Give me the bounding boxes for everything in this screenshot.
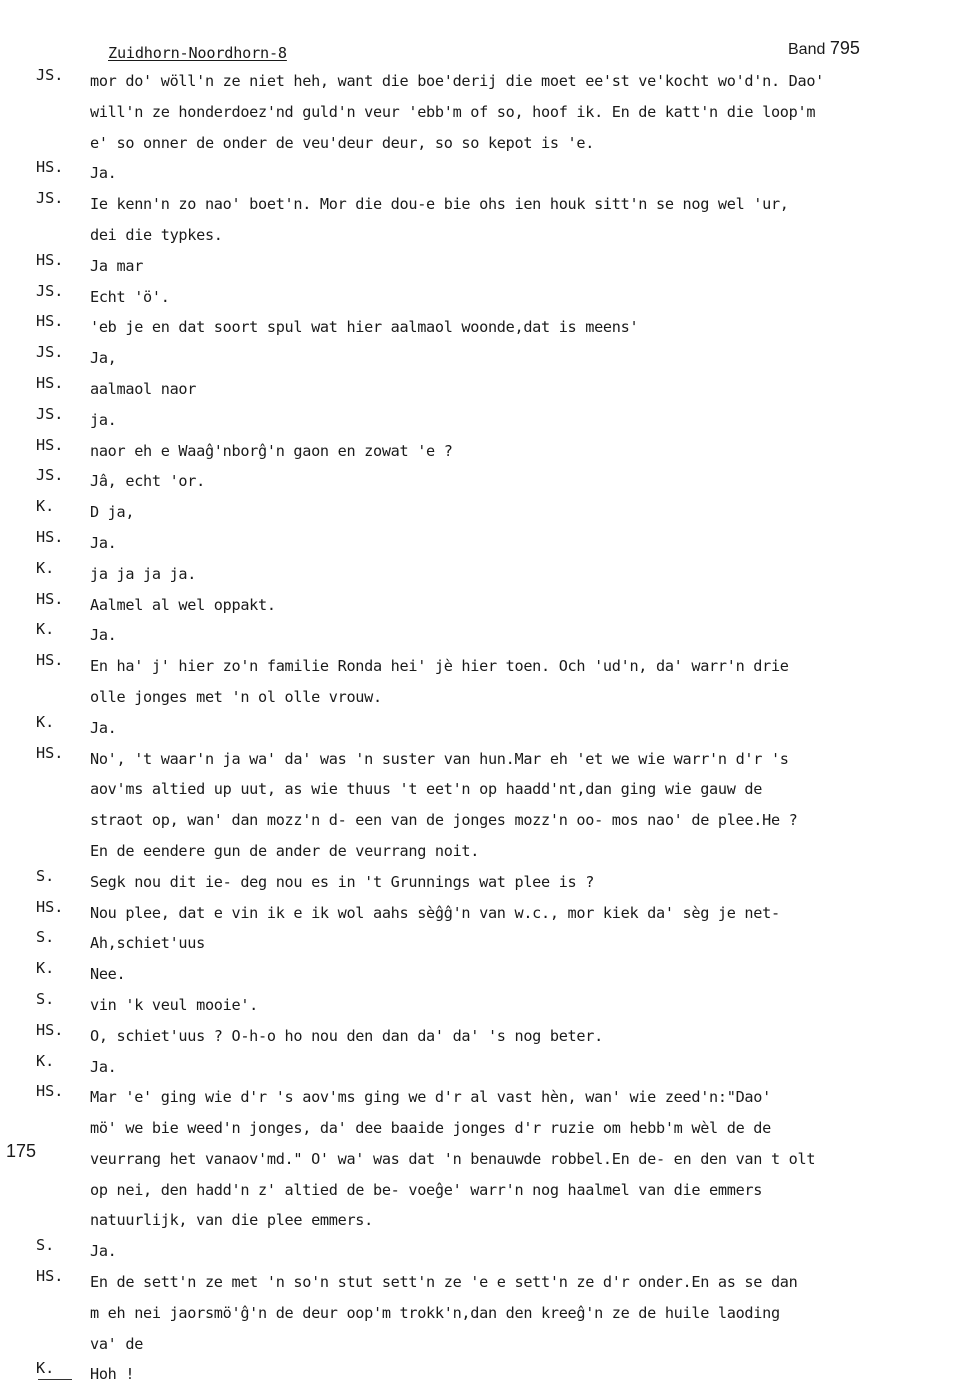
speaker-label: HS.: [36, 250, 64, 269]
transcript-turn: [0, 1021, 973, 1052]
utterance-line: Ja.: [90, 626, 117, 645]
utterance-line: Segk nou dit ie- deg nou es in 't Grunnings wat plee is ?: [90, 872, 595, 891]
utterance-line: Mar 'e' ging wie d'r 's aov'ms ging we d'r al vast hèn, wan' wie zeed'n:"Dao': [90, 1088, 771, 1107]
transcript-turn: [0, 251, 973, 282]
transcript-turn: [0, 282, 973, 313]
transcript-turn: [0, 1359, 973, 1390]
utterance-line: Echt 'ö'.: [90, 287, 170, 306]
utterance-line: straot op, wan' dan mozz'n d- een van de jonges mozz'n oo- mos nao' de plee.He ?: [90, 811, 798, 830]
transcript-turn: [0, 528, 973, 559]
transcript-turn: [0, 744, 973, 867]
utterance-line: veurrang het vanaov'md." O' wa' was dat 'n benauwde robbel.En de- en den van t olt: [90, 1149, 816, 1168]
transcript-turn: [0, 1052, 973, 1083]
utterance-line: En de eendere gun de ander de veurrang noit.: [90, 841, 480, 860]
utterance-line: natuurlijk, van die plee emmers.: [90, 1211, 373, 1230]
transcript-turn: [0, 959, 973, 990]
transcript-turn: [0, 405, 973, 436]
utterance-line: Ja.: [90, 1242, 117, 1261]
utterance-line: op nei, den hadd'n z' altied de be- voeĝe' warr'n nog haalmel van die emmers: [90, 1180, 763, 1199]
utterance-line: vin 'k veul mooie'.: [90, 995, 259, 1014]
speaker-label: S.: [36, 928, 55, 947]
utterance-line: En de sett'n ze met 'n so'n stut sett'n ze 'e e sett'n ze d'r onder.En as se dan: [90, 1273, 798, 1292]
transcript-turn: [0, 867, 973, 898]
transcript-turn: [0, 559, 973, 590]
utterance-line: Nee.: [90, 965, 126, 984]
speaker-label: JS.: [36, 466, 64, 485]
transcript-turn: [0, 651, 973, 713]
utterance-line: Ja.: [90, 533, 117, 552]
speaker-label: HS.: [36, 897, 64, 916]
transcript-turn: [0, 1082, 973, 1236]
speaker-label: K.: [36, 959, 55, 978]
utterance-line: ja ja ja ja.: [90, 564, 197, 583]
speaker-label: HS.: [36, 1020, 64, 1039]
utterance-line: Ie kenn'n zo nao' boet'n. Mor die dou-e bie ohs ien houk sitt'n se nog wel 'ur,: [90, 195, 789, 214]
band-label-text: Band: [788, 41, 826, 58]
utterance-line: O, schiet'uus ? O-h-o ho nou den dan da' da' 's nog beter.: [90, 1026, 603, 1045]
transcript-turn: [0, 990, 973, 1021]
document-title-text: Zuidhorn-Noordhorn-8: [108, 44, 287, 62]
speaker-label: K.: [36, 1359, 55, 1378]
transcript-body: [0, 66, 973, 1390]
transcript-turn: [0, 189, 973, 251]
utterance-line: Ah,schiet'uus: [90, 934, 205, 953]
transcript-turn: [0, 374, 973, 405]
transcript-turn: [0, 312, 973, 343]
utterance-line: mor do' wöll'n ze niet heh, want die boe'derij die moet ee'st ve'kocht wo'd'n. Dao': [90, 72, 825, 90]
transcript-turn: [0, 497, 973, 528]
utterance-line: Ja.: [90, 1057, 117, 1076]
utterance-line: aalmaol naor: [90, 379, 197, 398]
utterance-line: m eh nei jaorsmö'ĝ'n de deur oop'm trokk'n,dan den kreeĝ'n ze de huile laoding: [90, 1303, 780, 1322]
speaker-label: K.: [36, 497, 55, 516]
speaker-label: JS.: [36, 66, 64, 84]
transcript-turn: [0, 620, 973, 651]
transcript-turn: [0, 466, 973, 497]
transcript-turn: [0, 158, 973, 189]
transcript-turn: [0, 1236, 973, 1267]
utterance-line: Hoh !: [90, 1365, 135, 1384]
speaker-label: S.: [36, 866, 55, 885]
utterance-line: No', 't waar'n ja wa' da' was 'n suster van hun.Mar eh 'et we wie warr'n d'r 's: [90, 749, 789, 768]
utterance-line: ja.: [90, 410, 117, 429]
utterance-line: olle jonges met 'n ol olle vrouw.: [90, 687, 382, 706]
speaker-label: HS.: [36, 651, 64, 670]
speaker-label: HS.: [36, 373, 64, 392]
utterance-line: En ha' j' hier zo'n familie Ronda hei' jè hier toen. Och 'ud'n, da' warr'n drie: [90, 657, 789, 676]
utterance-line: e' so onner de onder de veu'deur deur, so so kepot is 'e.: [90, 133, 595, 152]
transcript-turn: [0, 713, 973, 744]
document-title: [108, 44, 287, 62]
utterance-line: Ja.: [90, 718, 117, 737]
utterance-line: Nou plee, dat e vin ik e ik wol aahs sèĝĝ'n van w.c., mor kiek da' sèg je net-: [90, 903, 780, 922]
utterance-line: 'eb je en dat soort spul wat hier aalmaol woonde,dat is meens': [90, 318, 639, 337]
transcript-turn: [0, 1267, 973, 1359]
band-label: [788, 38, 860, 59]
speaker-label: HS.: [36, 435, 64, 454]
utterance-line: Ja.: [90, 164, 117, 183]
transcript-turn: [0, 590, 973, 621]
speaker-label: HS.: [36, 312, 64, 331]
utterance-line: Aalmel al wel oppakt.: [90, 595, 276, 614]
transcript-turn: [0, 436, 973, 467]
speaker-label: K.: [36, 712, 55, 731]
speaker-label: JS.: [36, 343, 64, 362]
speaker-label: K.: [36, 558, 55, 577]
utterance-line: Ja,: [90, 349, 117, 368]
speaker-label: JS.: [36, 189, 64, 208]
utterance-line: Ja mar: [90, 256, 144, 275]
speaker-label: S.: [36, 989, 55, 1008]
utterance-line: aov'ms altied up uut, as wie thuus 't eet'n op haadd'nt,dan ging wie gauw de: [90, 780, 763, 799]
utterance-line: naor eh e Waaĝ'nborĝ'n gaon en zowat 'e ?: [90, 441, 453, 460]
transcript-turn: [0, 66, 973, 158]
speaker-label: K.: [36, 620, 55, 639]
transcript-turn: [0, 928, 973, 959]
transcript-turn: [0, 898, 973, 929]
speaker-label: JS.: [36, 404, 64, 423]
margin-number: 175: [6, 1141, 37, 1161]
speaker-label: HS.: [36, 743, 64, 762]
speaker-label: S.: [36, 1236, 55, 1255]
speaker-label: HS.: [36, 527, 64, 546]
utterance-line: Jâ, echt 'or.: [90, 472, 205, 491]
end-mark: [38, 1379, 72, 1380]
speaker-label: HS.: [36, 1267, 64, 1286]
speaker-label: HS.: [36, 158, 64, 177]
utterance-line: D ja,: [90, 503, 135, 522]
utterance-line: dei die typkes.: [90, 225, 223, 244]
speaker-label: HS.: [36, 1082, 64, 1101]
utterance-line: will'n ze honderdoez'nd guld'n veur 'ebb'm of so, hoof ik. En de katt'n die loop'm: [90, 102, 816, 121]
utterance-line: va' de: [90, 1334, 144, 1353]
utterance-line: mö' we bie weed'n jonges, da' dee baaide jonges d'r ruzie om hebb'm wèl de de: [90, 1119, 771, 1138]
speaker-label: HS.: [36, 589, 64, 608]
transcript-turn: [0, 343, 973, 374]
speaker-label: K.: [36, 1051, 55, 1070]
speaker-label: JS.: [36, 281, 64, 300]
band-number: 795: [829, 38, 860, 58]
